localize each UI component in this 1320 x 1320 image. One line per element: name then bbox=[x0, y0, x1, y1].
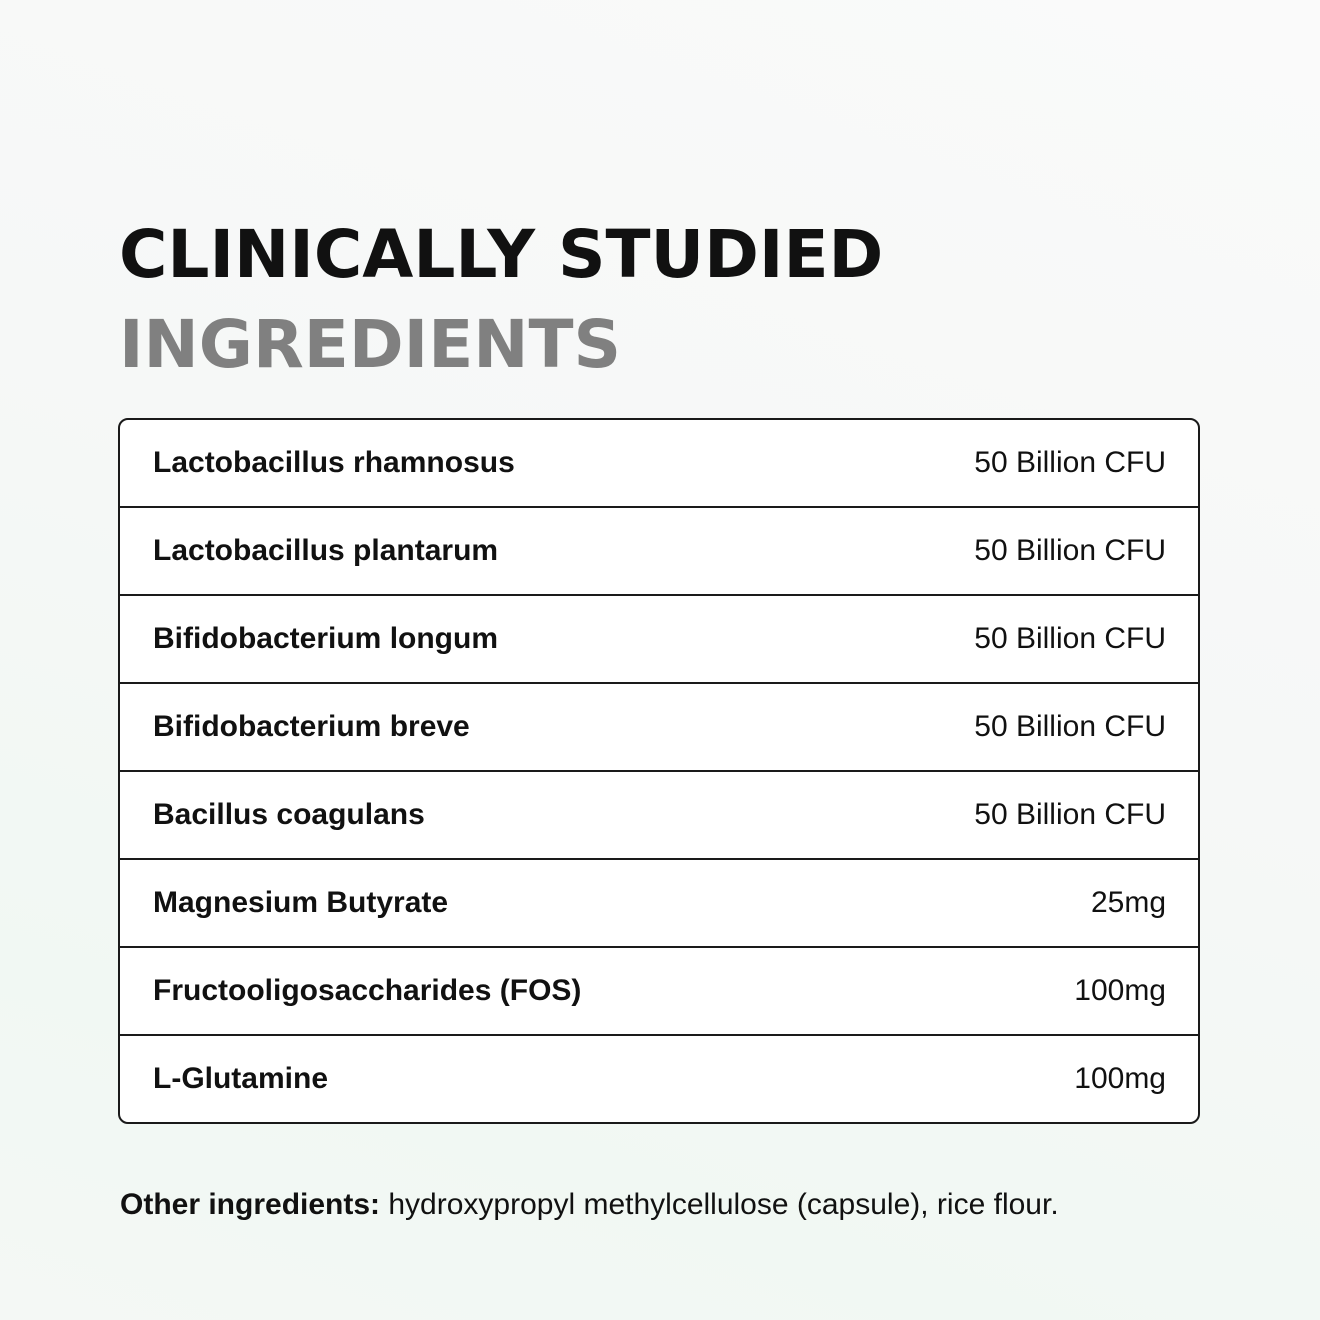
title-line-2: INGREDIENTS bbox=[119, 306, 622, 383]
ingredient-amount: 50 Billion CFU bbox=[974, 534, 1166, 567]
ingredient-name: Lactobacillus plantarum bbox=[153, 534, 499, 567]
ingredient-amount: 25mg bbox=[1090, 886, 1166, 919]
ingredient-name: L-Glutamine bbox=[153, 1062, 329, 1095]
table-row bbox=[120, 508, 1198, 596]
ingredients-table bbox=[118, 418, 1200, 1124]
other-ingredients-text: hydroxypropyl methylcellulose (capsule), rice flour. bbox=[380, 1188, 1059, 1221]
ingredient-name: Magnesium Butyrate bbox=[153, 886, 449, 919]
table-row bbox=[120, 948, 1198, 1036]
table-row bbox=[120, 860, 1198, 948]
ingredient-name: Lactobacillus rhamnosus bbox=[153, 446, 515, 479]
table-row bbox=[120, 596, 1198, 684]
ingredient-amount: 100mg bbox=[1074, 974, 1166, 1007]
ingredient-amount: 50 Billion CFU bbox=[974, 710, 1166, 743]
table-row bbox=[120, 1036, 1198, 1122]
ingredient-amount: 50 Billion CFU bbox=[974, 446, 1166, 479]
ingredient-name: Bacillus coagulans bbox=[153, 798, 425, 831]
table-row bbox=[120, 684, 1198, 772]
page-title bbox=[119, 210, 883, 390]
other-ingredients-label: Other ingredients: bbox=[120, 1188, 381, 1221]
title-line-1: CLINICALLY STUDIED bbox=[119, 216, 884, 293]
table-row bbox=[120, 420, 1198, 508]
other-ingredients bbox=[120, 1188, 1059, 1222]
ingredient-amount: 50 Billion CFU bbox=[974, 798, 1166, 831]
ingredient-amount: 100mg bbox=[1074, 1062, 1166, 1095]
ingredient-name: Bifidobacterium breve bbox=[153, 710, 470, 743]
ingredient-amount: 50 Billion CFU bbox=[974, 622, 1166, 655]
table-row bbox=[120, 772, 1198, 860]
ingredient-name: Fructooligosaccharides (FOS) bbox=[153, 974, 582, 1007]
ingredient-name: Bifidobacterium longum bbox=[153, 622, 498, 655]
